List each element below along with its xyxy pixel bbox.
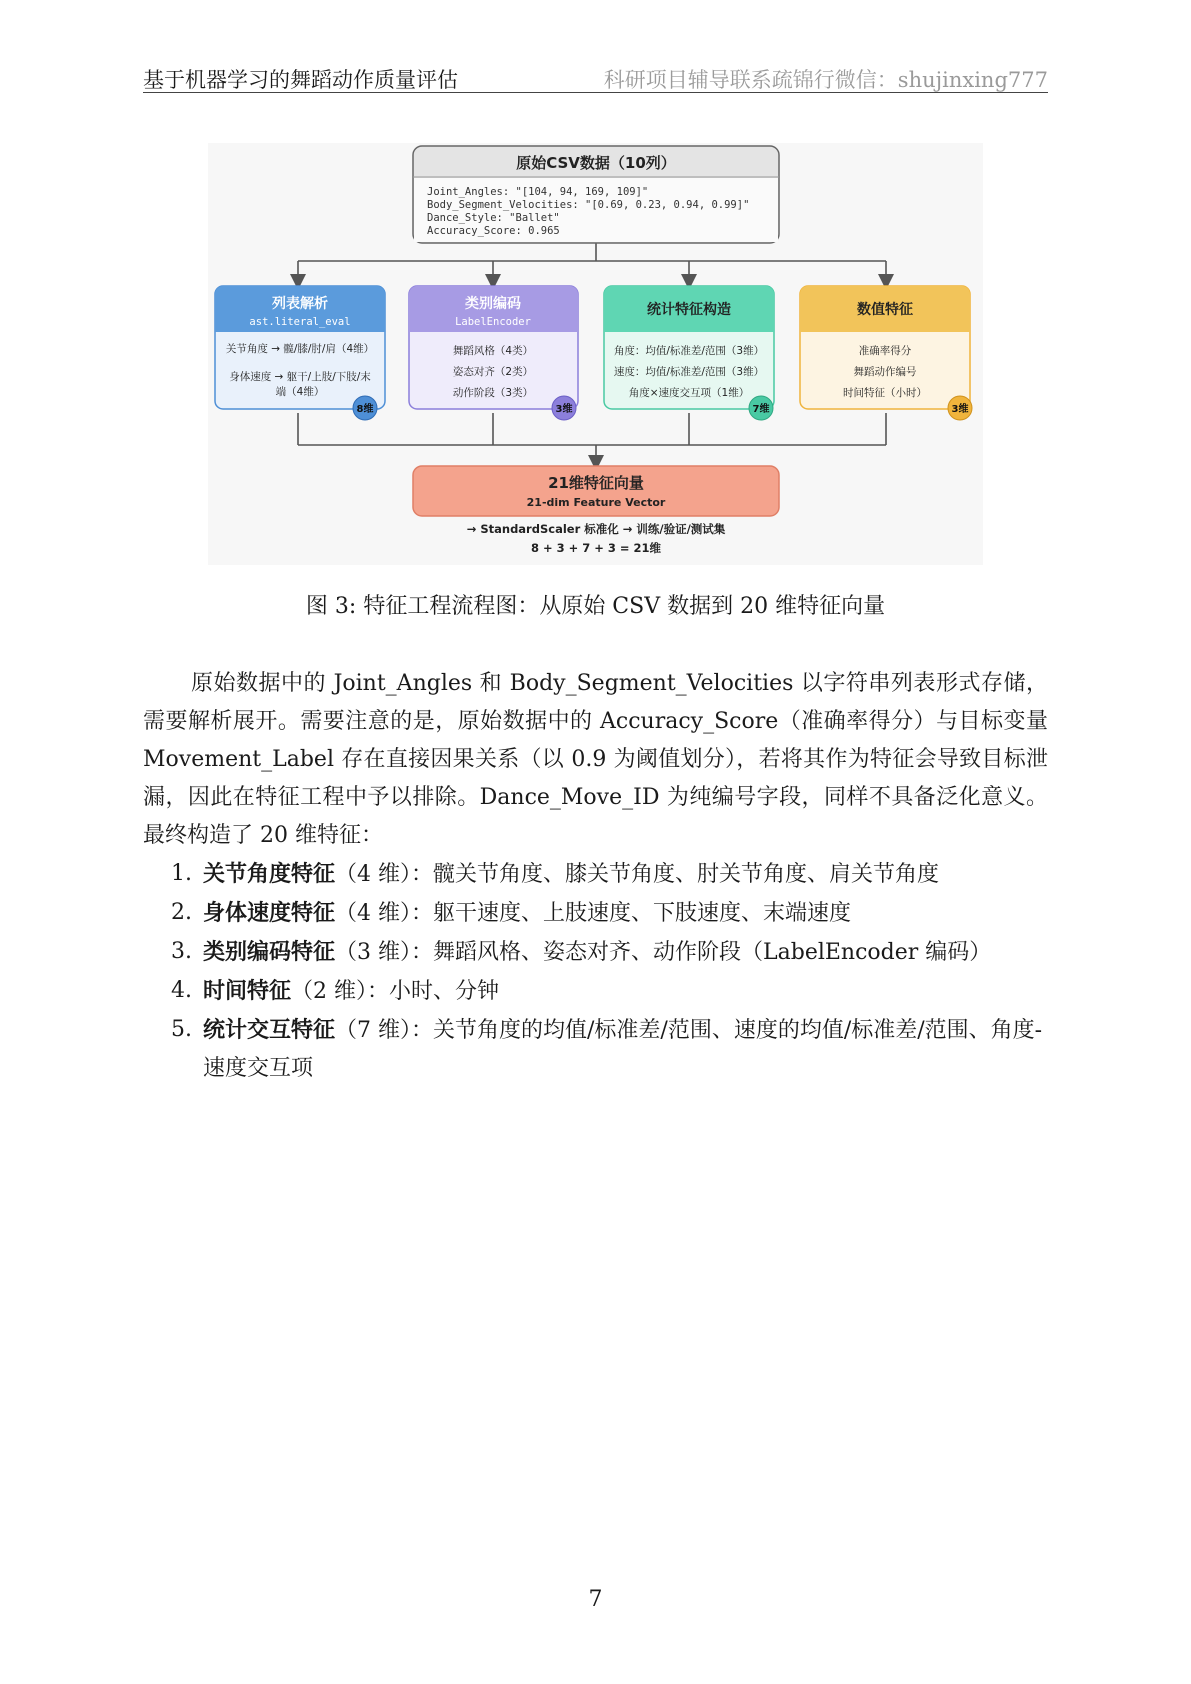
paragraph-line: 量 Movement_Label 存在直接因果关系（以 0.9 为阈值划分），若将其作为特征会导致 xyxy=(143,709,1048,772)
list-parsing-box xyxy=(215,286,385,420)
list-parsing-subtitle: ast.literal_eval xyxy=(249,316,351,328)
dimension-sum: 8 + 3 + 7 + 3 = 21维 xyxy=(530,541,662,555)
running-header-contact: 科研项目辅导联系疏锦行微信：shujinxing777 xyxy=(603,68,1048,92)
raw-csv-line: Dance_Style: "Ballet" xyxy=(427,212,560,224)
numeric-features-line: 准确率得分 xyxy=(858,345,912,357)
statistical-features-line: 角度×速度交互项（1维） xyxy=(628,387,750,399)
raw-csv-line: Accuracy_Score: 0.965 xyxy=(427,225,560,237)
feature-name: 时间特征 xyxy=(203,978,292,1004)
numeric-features-title: 数值特征 xyxy=(857,302,913,318)
figure-caption: 图 3: 特征工程流程图：从原始 CSV 数据到 20 维特征向量 xyxy=(305,594,886,619)
feature-vector-box xyxy=(413,466,779,516)
page-number: 7 xyxy=(588,1587,603,1612)
statistical-features-line: 角度：均值/标准差/范围（3维） xyxy=(613,345,765,357)
body-text xyxy=(143,665,1048,1088)
feature-name: 身体速度特征 xyxy=(203,900,336,926)
feature-engineering-flowchart xyxy=(208,143,983,565)
feature-desc: （3 维）：舞蹈风格、姿态对齐、动作阶段（LabelEncoder 编码） xyxy=(335,940,992,965)
raw-csv-title: 原始CSV数据（10列） xyxy=(516,154,676,172)
list-parsing-line: 身体速度 → 躯干/上肢/下肢/末 xyxy=(229,371,371,383)
paragraph-line: 泛化意义。最终构造了 20 维特征： xyxy=(143,785,1048,848)
feature-list xyxy=(143,855,1048,1088)
feature-desc: （2 维）：小时、分钟 xyxy=(291,979,500,1004)
raw-csv-line: Joint_Angles: "[104, 94, 169, 109]" xyxy=(427,186,649,198)
label-encoding-subtitle: LabelEncoder xyxy=(455,316,531,328)
numeric-features-box xyxy=(800,286,972,420)
paragraph-line: 需要解析展开。需要注意的是，原始数据中的 Accuracy_Score（准确率得分）与目标变 xyxy=(143,709,1026,734)
pipeline-note: → StandardScaler 标准化 → 训练/验证/测试集 xyxy=(466,522,726,536)
running-header-title: 基于机器学习的舞蹈动作质量评估 xyxy=(143,68,458,92)
label-encoding-badge: 3维 xyxy=(555,404,573,415)
list-number: 4. xyxy=(171,978,192,1003)
statistical-features-title: 统计特征构造 xyxy=(647,302,731,318)
list-item xyxy=(143,894,1048,933)
list-number: 3. xyxy=(171,939,192,964)
list-number: 5. xyxy=(171,1017,192,1042)
label-encoding-line: 动作阶段（3类） xyxy=(452,387,534,399)
statistical-features-badge: 7维 xyxy=(752,404,770,415)
raw-csv-line: Body_Segment_Velocities: "[0.69, 0.23, 0.94, 0.99]" xyxy=(427,199,750,211)
list-number: 1. xyxy=(171,861,192,886)
feature-vector-title: 21维特征向量 xyxy=(548,474,644,492)
feature-vector-subtitle: 21-dim Feature Vector xyxy=(526,496,666,509)
list-parsing-line: 关节角度 → 髋/膝/肘/肩（4维） xyxy=(225,343,375,355)
label-encoding-line: 姿态对齐（2类） xyxy=(452,366,534,378)
numeric-features-line: 舞蹈动作编号 xyxy=(853,366,917,378)
label-encoding-line: 舞蹈风格（4类） xyxy=(452,345,534,357)
connector-lines xyxy=(298,243,886,463)
paragraph xyxy=(143,665,1048,855)
feature-name: 统计交互特征 xyxy=(203,1017,336,1043)
list-item xyxy=(143,1011,1048,1088)
paragraph-line: 目标泄漏，因此在特征工程中予以排除。Dance_Move_ID 为纯编号字段，同样不具备 xyxy=(143,747,1048,810)
list-item xyxy=(143,972,1048,1011)
list-number: 2. xyxy=(171,900,192,925)
feature-name: 类别编码特征 xyxy=(203,939,336,965)
feature-name: 关节角度特征 xyxy=(203,861,336,887)
list-parsing-badge: 8维 xyxy=(356,404,374,415)
list-item xyxy=(143,933,1048,972)
statistical-features-box xyxy=(604,286,774,420)
header-rule xyxy=(143,92,1048,93)
statistical-features-line: 速度：均值/标准差/范围（3维） xyxy=(613,366,765,378)
numeric-features-badge: 3维 xyxy=(951,404,969,415)
numeric-features-line: 时间特征（小时） xyxy=(843,387,927,399)
paragraph-line: 原始数据中的 Joint_Angles 和 Body_Segment_Velocities 以字符串列表形式存储， xyxy=(191,671,1048,696)
list-parsing-line: 端（4维） xyxy=(275,386,325,398)
label-encoding-title: 类别编码 xyxy=(465,296,521,312)
list-parsing-title: 列表解析 xyxy=(272,296,328,312)
feature-desc: （4 维）：髋关节角度、膝关节角度、肘关节角度、肩关节角度 xyxy=(335,862,940,887)
raw-csv-box xyxy=(413,146,779,243)
label-encoding-box xyxy=(409,286,578,420)
list-item xyxy=(143,855,1048,894)
feature-desc: （4 维）：躯干速度、上肢速度、下肢速度、末端速度 xyxy=(335,901,852,926)
feature-desc: （7 维）：关节角度的均值/标准差/范围、速度的均值/标准差/范围、角度-速度交互项 xyxy=(203,1018,1043,1081)
